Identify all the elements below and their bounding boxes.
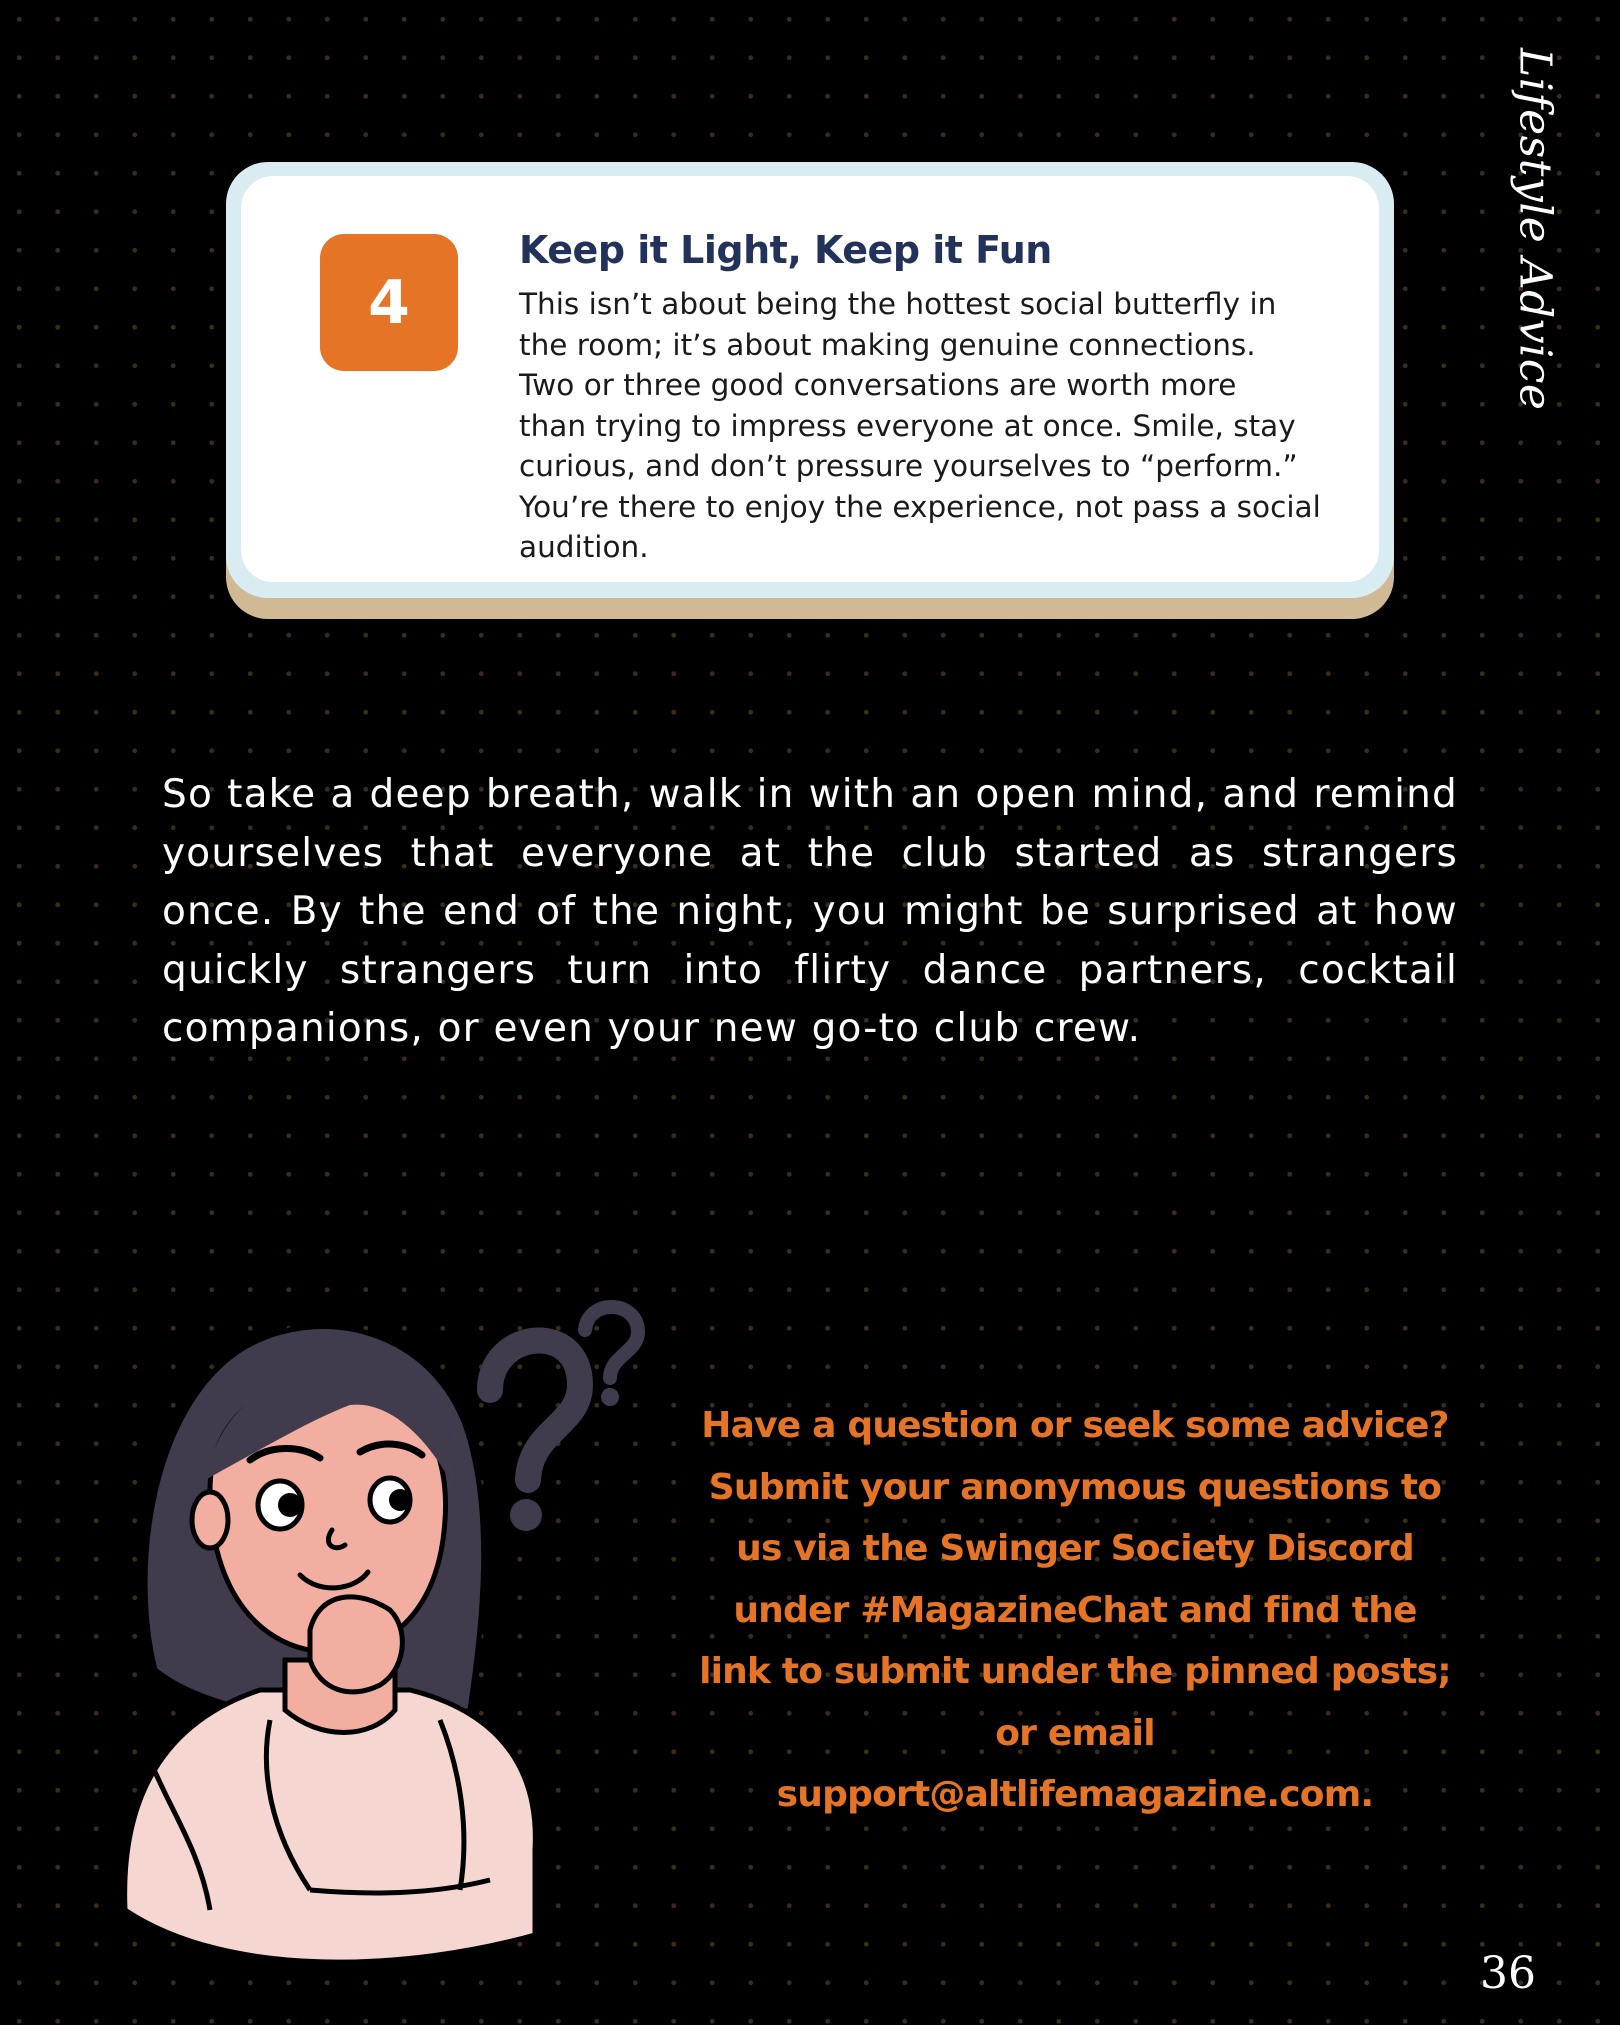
cta-line: Submit your anonymous questions to [708, 1466, 1442, 1508]
support-email-link[interactable]: support@altlifemagazine.com. [776, 1774, 1374, 1815]
question-mark-icon [490, 1307, 638, 1531]
cta-line: link to submit under the pinned posts; [699, 1651, 1451, 1692]
tip-title: Keep it Light, Keep it Fun [519, 228, 1052, 272]
cta-line: us via the Swinger Society Discord [736, 1528, 1414, 1569]
page-number: 36 [1480, 1948, 1536, 1999]
advice-cta [660, 1395, 1490, 1826]
section-label-text: Lifestyle Advice [1509, 48, 1561, 411]
cta-line: or email [995, 1712, 1155, 1754]
section-label [1505, 48, 1565, 411]
tip-number-badge: 4 [320, 234, 458, 371]
tip-card [226, 162, 1394, 598]
thinking-woman-icon [110, 1290, 670, 1960]
tip-body: This isn’t about being the hottest social butterfly in the room; it’s about making genuine connections. Two or three good conversations are worth more than trying to impress everyone at once. Smile, stay curious, and don’t pressure yourselves to “perform.” You’re there to enjoy the experience, not pass a social audition. [519, 287, 1321, 564]
cta-line: Have a question or seek some advice? [701, 1405, 1449, 1446]
main-paragraph: So take a deep breath, walk in with an open mind, and remind yourselves that everyone at the club started as strangers once. By the end of the night, you might be surprised at how quickly strangers turn into flirty dance partners, cocktail companions, or even your new go-to club crew. [162, 772, 1458, 1051]
cta-line: under #MagazineChat and find the [733, 1589, 1417, 1631]
tip-card-inner [241, 176, 1379, 582]
